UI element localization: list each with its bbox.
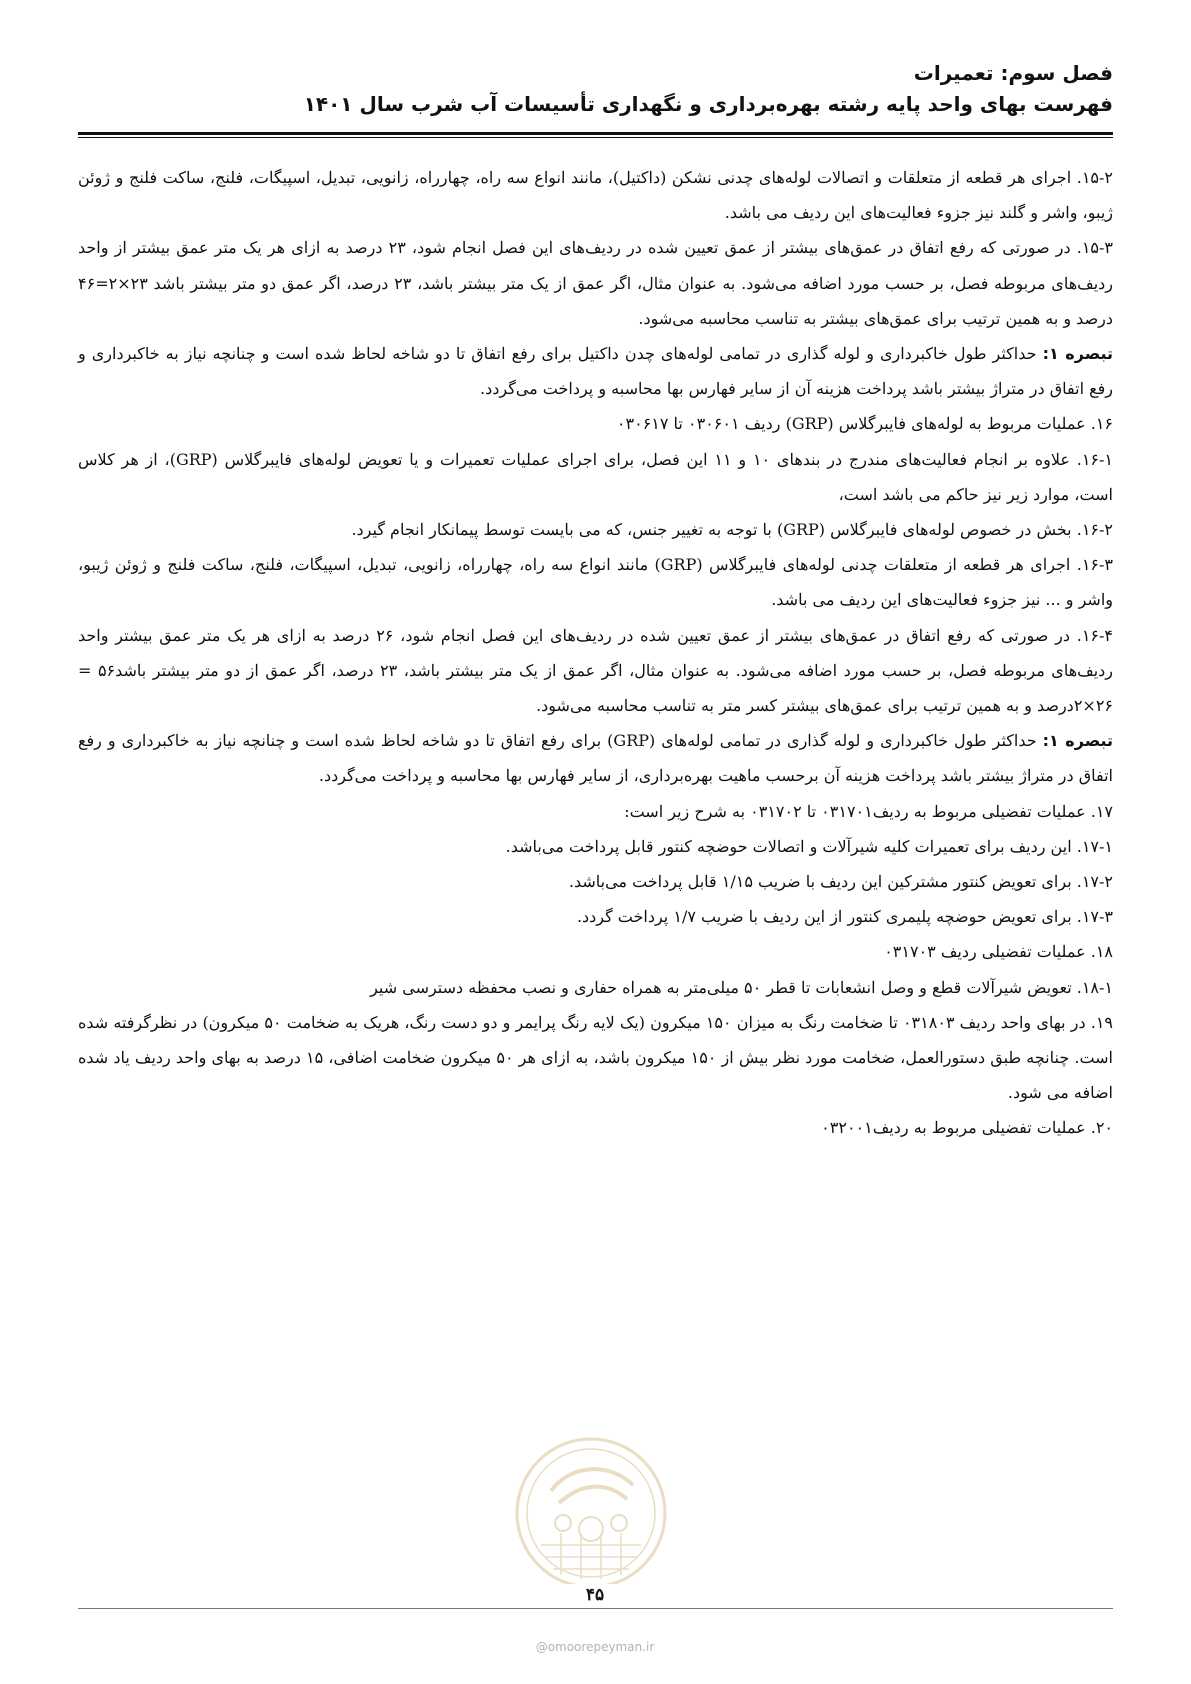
section-heading: ۲۰. عملیات تفضیلی مربوط به ردیف۰۳۲۰۰۱ — [821, 1118, 1113, 1138]
note-label: تبصره ۱: — [1042, 344, 1113, 364]
paragraph: ۱۷-۱. این ردیف برای تعمیرات کلیه شیرآلات و اتصالات حوضچه کنتور قابل پرداخت می‌باشد. — [505, 836, 1113, 856]
section-heading: ۱۶. عملیات مربوط به لوله‌های فایبرگلاس (GRP) ردیف ۰۳۰۶۰۱ تا ۰۳۰۶۱۷ — [616, 414, 1113, 434]
body-text — [78, 160, 1113, 1146]
paragraph: ۱۷-۳. برای تعویض حوضچه پلیمری کنتور از این ردیف با ضریب ۱/۷ پرداخت گردد. — [576, 907, 1113, 927]
paragraph: ۱۶-۴. در صورتی که رفع اتفاق در عمق‌های بیشتر از عمق تعیین شده در ردیف‌های این فصل انجام شود، ۲۶ درصد به ازای هر یک متر عمق بیشتر واحد ردیف‌های مربوطه فصل، بر حسب مورد اضافه می‌شود. به عنوان مثال، اگر عمق از یک متر بیشتر باشد، ۲۳ درصد، اگر عمق از دو متر بیشتر باشد۵۶ = ۲۶×۲درصد و به همین ترتیب برای عمق‌های بیشتر کسر متر به تناسب محاسبه می‌شود. — [78, 625, 1114, 716]
note-paragraph: تبصره ۱: حداکثر طول خاکبرداری و لوله گذاری در تمامی لوله‌های چدن داکتیل برای رفع اتفاق تا دو شاخه لحاظ شده است و چنانچه نیاز به خاکبرداری و رفع اتفاق در متراژ بیشتر باشد پرداخت هزینه آن از سایر فهارس بها محاسبه و پرداخت می‌گردد. — [78, 344, 1113, 399]
header-rule-thin — [78, 137, 1113, 138]
omoore-peyman-seal-icon — [511, 1433, 671, 1593]
note-label: تبصره ۱: — [1042, 731, 1113, 751]
header-rule-thick — [78, 132, 1113, 135]
watermark-url: @omoorepeyman.ir — [535, 1640, 655, 1654]
section-heading: ۱۷. عملیات تفضیلی مربوط به ردیف۰۳۱۷۰۱ تا ۰۳۱۷۰۲ به شرح زیر است: — [624, 801, 1113, 821]
page-number: ۴۵ — [565, 1584, 625, 1606]
paragraph: ۱۶-۲. بخش در خصوص لوله‌های فایبرگلاس (GRP) با توجه به تغییر جنس، که می بایست توسط پیمانکار انجام گیرد. — [351, 520, 1113, 540]
note-paragraph: تبصره ۱: حداکثر طول خاکبرداری و لوله گذاری در تمامی لوله‌های (GRP) برای رفع اتفاق تا دو شاخه لحاظ شده است و چنانچه نیاز به خاکبرداری و رفع اتفاق در متراژ بیشتر باشد پرداخت هزینه آن برحسب ماهیت بهره‌برداری، از سایر فهارس بها محاسبه و پرداخت می‌گردد. — [78, 731, 1113, 786]
footer-rule — [78, 1608, 1113, 1609]
chapter-title: فصل سوم: تعمیرات — [913, 61, 1113, 85]
paragraph: ۱۸-۱. تعویض شیرآلات قطع و وصل انشعابات تا قطر ۵۰ میلی‌متر به همراه حفاری و نصب محفظه دسترسی شیر — [370, 977, 1113, 997]
paragraph: ۱۶-۳. اجرای هر قطعه از متعلقات چدنی لوله‌های فایبرگلاس (GRP) مانند انواع سه راه، چهارراه، زانویی، تبدیل، اسپیگات، فلنج، ساکت فلنج و ژوئن ژیبو، واشر و ... نیز جزوء فعالیت‌های این ردیف می باشد. — [78, 555, 1113, 610]
document-title: فهرست بهای واحد پایه رشته بهره‌برداری و نگهداری تأسیسات آب شرب سال ۱۴۰۱ — [303, 92, 1113, 116]
paragraph: ۱۵-۳. در صورتی که رفع اتفاق در عمق‌های بیشتر از عمق تعیین شده در ردیف‌های این فصل انجام شود، ۲۳ درصد به ازای هر یک متر عمق بیشتر از واحد ردیف‌های مربوطه فصل، بر حسب مورد اضافه می‌شود. به عنوان مثال، اگر عمق از یک متر بیشتر باشد، ۲۳ درصد، اگر عمق دو متر بیشتر باشد ۲۳×۲=۴۶ درصد و به همین ترتیب برای عمق‌های بیشتر به تناسب محاسبه می‌شود. — [78, 238, 1114, 328]
paragraph: ۱۹. در بهای واحد ردیف ۰۳۱۸۰۳ تا ضخامت رنگ به میزان ۱۵۰ میکرون (یک لایه رنگ پرایمر و دو دست رنگ، هریک به ضخامت ۵۰ میکرون) در نظرگرفته شده است. چنانچه طبق دستورالعمل، ضخامت مورد نظر بیش از ۱۵۰ میکرون باشد، به ازای هر ۵۰ میکرون ضخامت اضافی، ۱۵ درصد به بهای واحد ردیف یاد شده اضافه می شود. — [78, 1012, 1114, 1103]
page-header — [78, 58, 1113, 120]
paragraph: ۱۷-۲. برای تعویض کنتور مشترکین این ردیف با ضریب ۱/۱۵ قابل پرداخت می‌باشد. — [568, 872, 1113, 892]
paragraph: ۱۶-۱. علاوه بر انجام فعالیت‌های مندرج در بندهای ۱۰ و ۱۱ این فصل، برای اجرای عملیات تعمیرات و یا تعویض لوله‌های فایبرگلاس (GRP)، از هر کلاس است، موارد زیر نیز حاکم می باشد است، — [78, 449, 1114, 504]
section-heading: ۱۸. عملیات تفضیلی ردیف ۰۳۱۷۰۳ — [884, 942, 1113, 962]
paragraph: ۱۵-۲. اجرای هر قطعه از متعلقات و اتصالات لوله‌های چدنی نشکن (داکتیل)، مانند انواع سه راه، چهارراه، زانویی، تبدیل، اسپیگات، فلنج، ساکت فلنج و ژوئن ژیبو، واشر و گلند نیز جزوء فعالیت‌های این ردیف می باشد. — [78, 168, 1113, 223]
